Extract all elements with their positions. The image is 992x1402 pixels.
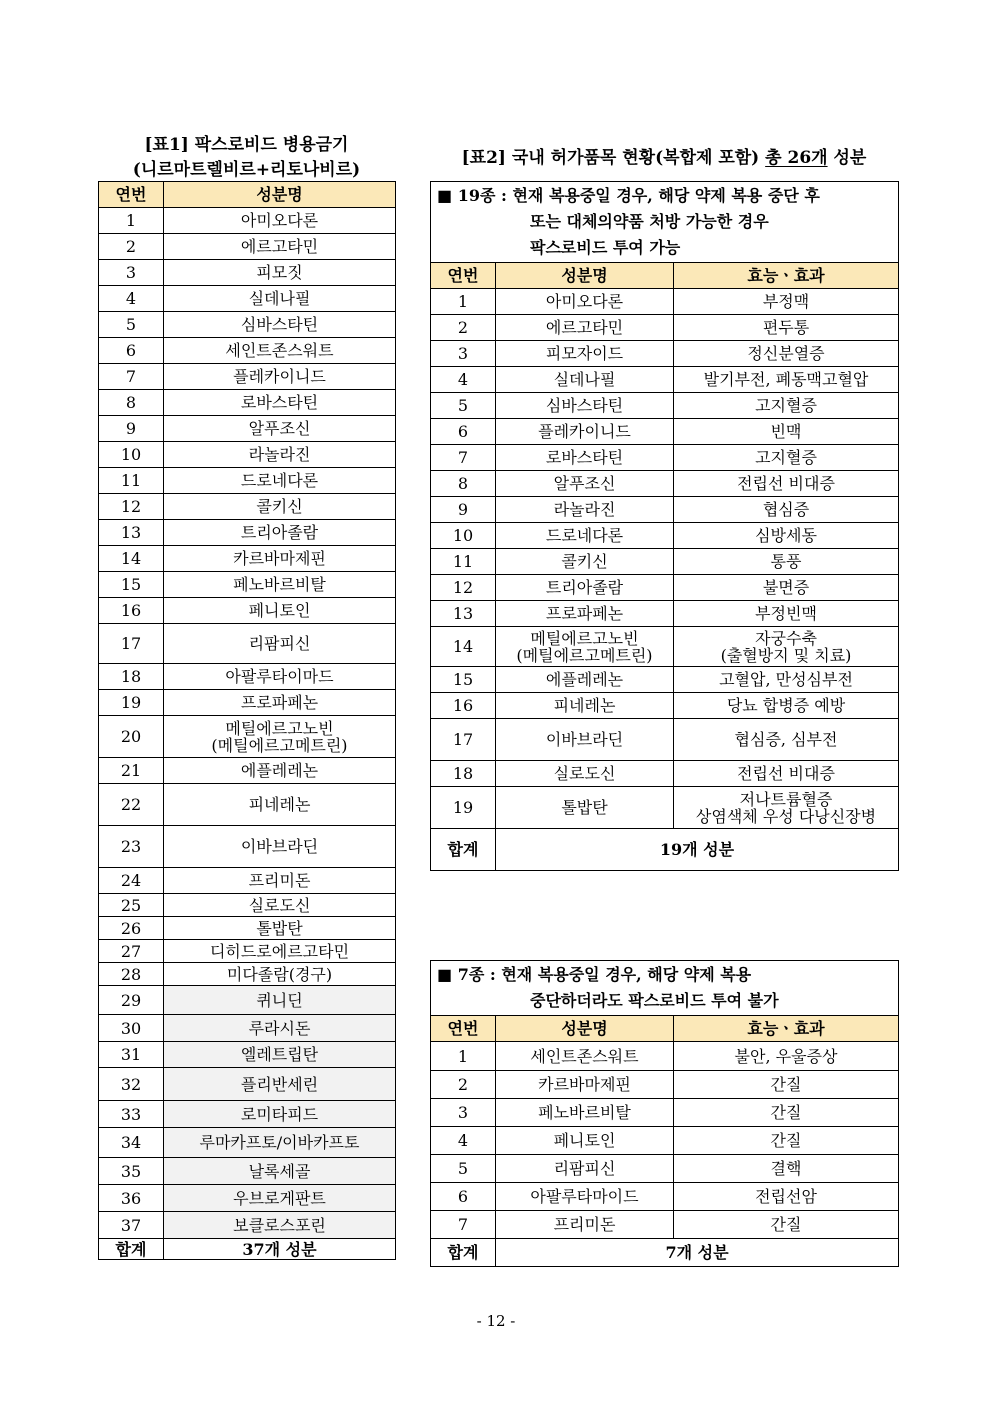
ingredient-name: 심바스타틴: [164, 312, 396, 338]
table-row: [431, 367, 899, 393]
table2-note-line3: 팍스로비드 투여 가능: [530, 238, 681, 257]
ingredient-name: 실로도신: [164, 894, 396, 917]
ingredient-name: 프리미돈: [496, 1211, 674, 1239]
table-row: [431, 445, 899, 471]
row-number: 26: [99, 917, 164, 940]
row-number: 34: [99, 1128, 164, 1158]
efficacy: 간질: [674, 1099, 899, 1127]
efficacy: 협심증: [674, 497, 899, 523]
ingredient-name: 세인트존스워트: [164, 338, 396, 364]
ingredient-name: 실데나필: [164, 286, 396, 312]
table2-title-suffix: 성분: [827, 148, 867, 168]
efficacy: 통풍: [674, 549, 899, 575]
ingredient-name: 엘레트립탄: [164, 1042, 396, 1068]
row-number: 22: [99, 784, 164, 826]
table-row: [99, 234, 396, 260]
ingredient-name: 아미오다론: [496, 289, 674, 315]
efficacy: 저나트륨혈증 상염색체 우성 다낭신장병: [674, 787, 899, 829]
table-row: [99, 1212, 396, 1239]
table-row: [99, 520, 396, 546]
efficacy: 간질: [674, 1071, 899, 1099]
table3-body: [431, 961, 899, 1267]
row-number: 9: [99, 416, 164, 442]
ingredient-name: 플레카이니드: [496, 419, 674, 445]
table-row: [99, 598, 396, 624]
table2-title: [430, 146, 898, 171]
row-number: 5: [99, 312, 164, 338]
table-row: [431, 761, 899, 787]
contraindication-table: [98, 181, 396, 1260]
table-row: [431, 419, 899, 445]
efficacy: 고지혈증: [674, 393, 899, 419]
efficacy: 자궁수축 (출혈방지 및 치료): [674, 627, 899, 667]
table-row: [99, 826, 396, 868]
row-number: 4: [99, 286, 164, 312]
ingredient-name: 페니토인: [164, 598, 396, 624]
table1-title: [98, 133, 395, 183]
ingredient-name: 프로파페논: [496, 601, 674, 627]
total-label: 합계: [99, 1239, 164, 1260]
row-number: 20: [99, 716, 164, 758]
row-number: 25: [99, 894, 164, 917]
efficacy: 정신분열증: [674, 341, 899, 367]
table-row: [99, 986, 396, 1015]
total-value: 7개 성분: [496, 1239, 899, 1267]
table-row: [431, 523, 899, 549]
row-number: 35: [99, 1158, 164, 1185]
ingredient-name: 프리미돈: [164, 868, 396, 894]
table-row: [431, 289, 899, 315]
table-row: [99, 716, 396, 758]
row-number: 21: [99, 758, 164, 784]
table-row: [99, 572, 396, 598]
total-value: 37개 성분: [164, 1239, 396, 1260]
table-row: [99, 963, 396, 986]
total-label: 합계: [431, 829, 496, 871]
row-number: 13: [99, 520, 164, 546]
efficacy: 발기부전, 폐동맥고혈압: [674, 367, 899, 393]
ingredient-name: 알푸조신: [496, 471, 674, 497]
ingredient-name: 에르고타민: [164, 234, 396, 260]
row-number: 3: [431, 1099, 496, 1127]
table-row: [99, 494, 396, 520]
col-header-efficacy: 효능ㆍ효과: [674, 1016, 899, 1042]
row-number: 7: [99, 364, 164, 390]
row-number: 17: [99, 624, 164, 664]
ingredient-name: 트리아졸람: [496, 575, 674, 601]
col-header-number: 연번: [431, 1016, 496, 1042]
table-row: [99, 940, 396, 963]
ingredient-name: 드로네다론: [496, 523, 674, 549]
table-row: [431, 1071, 899, 1099]
table-row: [431, 549, 899, 575]
ingredient-name: 아팔루타이마드: [164, 664, 396, 690]
efficacy: 당뇨 합병증 예방: [674, 693, 899, 719]
table-row: [431, 601, 899, 627]
table-row: [431, 627, 899, 667]
table-row: [99, 1042, 396, 1068]
table-row: [431, 393, 899, 419]
table-row: [99, 917, 396, 940]
ingredient-name: 실데나필: [496, 367, 674, 393]
col-header-efficacy: 효능ㆍ효과: [674, 263, 899, 289]
row-number: 5: [431, 1155, 496, 1183]
row-number: 7: [431, 1211, 496, 1239]
ingredient-name: 톨밥탄: [164, 917, 396, 940]
row-number: 3: [99, 260, 164, 286]
table-row: [99, 364, 396, 390]
efficacy: 간질: [674, 1211, 899, 1239]
table-row: [99, 546, 396, 572]
ingredient-name: 로미타피드: [164, 1101, 396, 1128]
ingredient-name: 드로네다론: [164, 468, 396, 494]
ingredient-name: 날록세골: [164, 1158, 396, 1185]
ingredient-name: 로바스타틴: [164, 390, 396, 416]
table-row: [431, 1183, 899, 1211]
efficacy: 불면증: [674, 575, 899, 601]
ingredient-name: 피네레논: [164, 784, 396, 826]
row-number: 15: [99, 572, 164, 598]
row-number: 15: [431, 667, 496, 693]
ingredient-name: 루라시돈: [164, 1015, 396, 1042]
row-number: 2: [431, 1071, 496, 1099]
efficacy: 빈맥: [674, 419, 899, 445]
efficacy: 협심증, 심부전: [674, 719, 899, 761]
efficacy: 결핵: [674, 1155, 899, 1183]
row-number: 10: [99, 442, 164, 468]
table-row: [99, 1101, 396, 1128]
row-number: 10: [431, 523, 496, 549]
table-row: [431, 1099, 899, 1127]
col-header-ingredient: 성분명: [164, 182, 396, 208]
ingredient-name: 디히드로에르고타민: [164, 940, 396, 963]
row-number: 18: [99, 664, 164, 690]
table-row: [99, 416, 396, 442]
table3-note-line1: ■ 7종 : 현재 복용중일 경우, 해당 약제 복용: [437, 965, 752, 984]
row-number: 6: [99, 338, 164, 364]
table-row: [99, 208, 396, 234]
table-row: [99, 758, 396, 784]
table-row: [431, 1211, 899, 1239]
ingredient-name: 리팜피신: [164, 624, 396, 664]
efficacy: 편두통: [674, 315, 899, 341]
row-number: 30: [99, 1015, 164, 1042]
table-row: [99, 286, 396, 312]
table-row: [431, 471, 899, 497]
row-number: 2: [99, 234, 164, 260]
row-number: 27: [99, 940, 164, 963]
row-number: 6: [431, 419, 496, 445]
table-row: [99, 442, 396, 468]
table-row: [99, 784, 396, 826]
ingredient-name: 아미오다론: [164, 208, 396, 234]
ingredient-name: 프로파페논: [164, 690, 396, 716]
row-number: 29: [99, 986, 164, 1015]
table-row: [99, 468, 396, 494]
efficacy: 부정맥: [674, 289, 899, 315]
ingredient-name: 카르바마제핀: [496, 1071, 674, 1099]
ingredient-name: 아팔루타마이드: [496, 1183, 674, 1211]
row-number: 33: [99, 1101, 164, 1128]
total-value: 19개 성분: [496, 829, 899, 871]
row-number: 13: [431, 601, 496, 627]
ingredient-name: 라놀라진: [496, 497, 674, 523]
ingredient-name: 루마카프토/이바카프토: [164, 1128, 396, 1158]
table-row: [99, 624, 396, 664]
table-row: [431, 1155, 899, 1183]
total-row: [431, 1239, 899, 1267]
table-row: [99, 1185, 396, 1212]
table-row: [431, 787, 899, 829]
ingredient-name: 플레카이니드: [164, 364, 396, 390]
table-row: [99, 1068, 396, 1101]
table-row: [99, 690, 396, 716]
ingredient-name: 콜키신: [164, 494, 396, 520]
table-row: [431, 693, 899, 719]
table2-note-line1: ■ 19종 : 현재 복용중일 경우, 해당 약제 복용 중단 후: [437, 186, 820, 205]
table-row: [431, 1127, 899, 1155]
row-number: 16: [99, 598, 164, 624]
table3-note-line2: 중단하더라도 팍스로비드 투여 불가: [530, 991, 779, 1010]
ingredient-name: 플리반세린: [164, 1068, 396, 1101]
table-row: [99, 894, 396, 917]
ingredient-name: 리팜피신: [496, 1155, 674, 1183]
efficacy: 전립선암: [674, 1183, 899, 1211]
row-number: 2: [431, 315, 496, 341]
row-number: 5: [431, 393, 496, 419]
row-number: 36: [99, 1185, 164, 1212]
row-number: 11: [99, 468, 164, 494]
table-row: [431, 1042, 899, 1071]
row-number: 4: [431, 367, 496, 393]
ingredient-name: 페니토인: [496, 1127, 674, 1155]
ingredient-name: 라놀라진: [164, 442, 396, 468]
table-row: [99, 664, 396, 690]
ingredient-name: 톨밥탄: [496, 787, 674, 829]
row-number: 19: [99, 690, 164, 716]
ingredient-name: 알푸조신: [164, 416, 396, 442]
total-label: 합계: [431, 1239, 496, 1267]
table2-title-prefix: [표2] 국내 허가품목 현황(복합제 포함): [461, 148, 766, 168]
permitted-with-stop-table: [430, 181, 899, 871]
ingredient-name: 심바스타틴: [496, 393, 674, 419]
row-number: 14: [99, 546, 164, 572]
table-row: [99, 1015, 396, 1042]
ingredient-name: 피모짓: [164, 260, 396, 286]
row-number: 12: [431, 575, 496, 601]
table-row: [99, 260, 396, 286]
efficacy: 부정빈맥: [674, 601, 899, 627]
efficacy: 고혈압, 만성심부전: [674, 667, 899, 693]
row-number: 6: [431, 1183, 496, 1211]
not-permitted-table: [430, 960, 899, 1267]
ingredient-name: 세인트존스워트: [496, 1042, 674, 1071]
table2-note: [431, 182, 899, 263]
row-number: 23: [99, 826, 164, 868]
ingredient-name: 콜키신: [496, 549, 674, 575]
col-header-number: 연번: [99, 182, 164, 208]
row-number: 8: [99, 390, 164, 416]
row-number: 1: [431, 1042, 496, 1071]
row-number: 32: [99, 1068, 164, 1101]
table1-title-line2: (니르마트렐비르+리토나비르): [132, 160, 361, 180]
ingredient-name: 에플레레논: [496, 667, 674, 693]
table1-body: [99, 208, 396, 1260]
ingredient-name: 이바브라딘: [164, 826, 396, 868]
table-row: [431, 575, 899, 601]
table-row: [99, 312, 396, 338]
row-number: 37: [99, 1212, 164, 1239]
table-row: [431, 667, 899, 693]
ingredient-name: 피네레논: [496, 693, 674, 719]
col-header-ingredient: 성분명: [496, 1016, 674, 1042]
row-number: 12: [99, 494, 164, 520]
table-row: [99, 1128, 396, 1158]
ingredient-name: 피모자이드: [496, 341, 674, 367]
ingredient-name: 에르고타민: [496, 315, 674, 341]
ingredient-name: 페노바르비탈: [496, 1099, 674, 1127]
row-number: 31: [99, 1042, 164, 1068]
table-row: [99, 1158, 396, 1185]
table-row: [431, 497, 899, 523]
ingredient-name: 에플레레논: [164, 758, 396, 784]
ingredient-name: 페노바르비탈: [164, 572, 396, 598]
row-number: 8: [431, 471, 496, 497]
ingredient-name: 메틸에르고노빈 (메틸에르고메트린): [496, 627, 674, 667]
ingredient-name: 우브로게판트: [164, 1185, 396, 1212]
table2-title-count: 총 26개: [765, 148, 828, 168]
efficacy: 간질: [674, 1127, 899, 1155]
ingredient-name: 퀴니딘: [164, 986, 396, 1015]
table3-note: [431, 961, 899, 1016]
row-number: 11: [431, 549, 496, 575]
row-number: 19: [431, 787, 496, 829]
ingredient-name: 카르바마제핀: [164, 546, 396, 572]
table2-body: [431, 182, 899, 871]
row-number: 1: [99, 208, 164, 234]
total-row: [431, 829, 899, 871]
row-number: 4: [431, 1127, 496, 1155]
efficacy: 고지혈증: [674, 445, 899, 471]
row-number: 24: [99, 868, 164, 894]
table-row: [99, 390, 396, 416]
row-number: 7: [431, 445, 496, 471]
efficacy: 전립선 비대증: [674, 761, 899, 787]
table-row: [431, 719, 899, 761]
col-header-number: 연번: [431, 263, 496, 289]
ingredient-name: 실로도신: [496, 761, 674, 787]
row-number: 14: [431, 627, 496, 667]
ingredient-name: 이바브라딘: [496, 719, 674, 761]
table-row: [431, 315, 899, 341]
table2-note-line2: 또는 대체의약품 처방 가능한 경우: [530, 212, 769, 231]
row-number: 9: [431, 497, 496, 523]
efficacy: 심방세동: [674, 523, 899, 549]
row-number: 17: [431, 719, 496, 761]
ingredient-name: 메틸에르고노빈 (메틸에르고메트린): [164, 716, 396, 758]
row-number: 28: [99, 963, 164, 986]
table1-title-line1: [표1] 팍스로비드 병용금기: [144, 135, 349, 155]
ingredient-name: 트리아졸람: [164, 520, 396, 546]
row-number: 1: [431, 289, 496, 315]
col-header-ingredient: 성분명: [496, 263, 674, 289]
ingredient-name: 보클로스포린: [164, 1212, 396, 1239]
row-number: 3: [431, 341, 496, 367]
efficacy: 불안, 우울증상: [674, 1042, 899, 1071]
row-number: 18: [431, 761, 496, 787]
total-row: [99, 1239, 396, 1260]
table-row: [99, 338, 396, 364]
row-number: 16: [431, 693, 496, 719]
table-row: [431, 341, 899, 367]
ingredient-name: 미다졸람(경구): [164, 963, 396, 986]
efficacy: 전립선 비대증: [674, 471, 899, 497]
table-row: [99, 868, 396, 894]
ingredient-name: 로바스타틴: [496, 445, 674, 471]
page-number: - 12 -: [476, 1312, 516, 1330]
